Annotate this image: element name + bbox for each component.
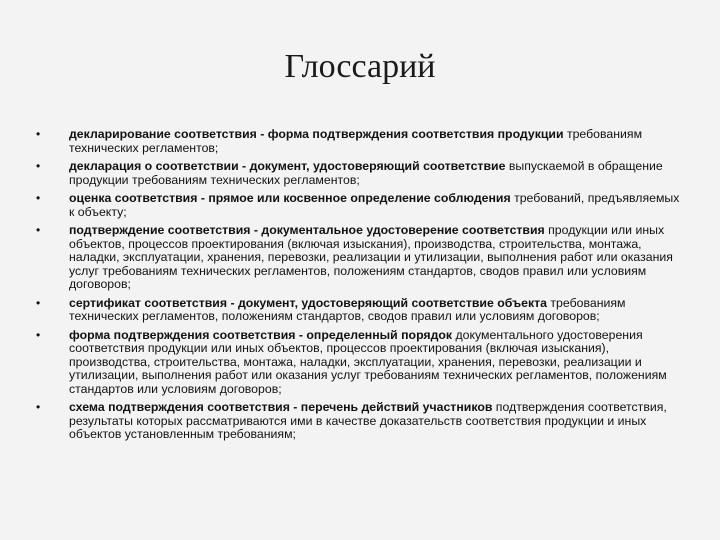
bullet-icon: • xyxy=(36,127,41,141)
glossary-item xyxy=(36,160,680,187)
glossary-definition: продукции или иных объектов, процессов проектирования (включая изыскания), производства, строительства, монтажа, наладки, эксплуатации, хранения, перевозки, реализации и утилизации, выполнения работ или оказания услуг требованиям технических регламентов, положениям стандартов, сводов правил или условиям договоров; xyxy=(69,223,673,291)
glossary-definition: подтверждения соответствия, результаты которых рассматриваются ими в качестве доказательств соответствия продукции и иных объектов установленным требованиям; xyxy=(69,400,667,441)
glossary-item xyxy=(36,401,680,442)
glossary-item xyxy=(36,297,680,324)
glossary-term: декларирование соответствия - форма подтверждения соответствия продукции xyxy=(69,127,564,141)
glossary-definition: документального удостоверения соответствия продукции или иных объектов, процессов проектирования (включая изыскания), производства, строительства, монтажа, наладки, эксплуатации, хранения, перевозки, реализации и утилизации, выполнения работ или оказания услуг требованиям технических регламентов, положениям стандартов или условиям договоров; xyxy=(69,327,667,396)
glossary-item xyxy=(36,329,680,397)
glossary-term: подтверждение соответствия - документальное удостоверение соответствия xyxy=(69,223,545,237)
bullet-icon: • xyxy=(36,327,41,342)
glossary-term: декларация о соответствии - документ, удостоверяющий соответствие xyxy=(69,159,506,173)
glossary-item xyxy=(36,128,680,155)
glossary-list xyxy=(36,128,680,447)
glossary-term: оценка соответствия - прямое или косвенное определение соблюдения xyxy=(69,191,511,205)
glossary-definition: требований, предъявляемых к объекту; xyxy=(69,191,680,219)
glossary-term: форма подтверждения соответствия - определенный порядок xyxy=(69,327,453,342)
bullet-icon: • xyxy=(36,191,41,205)
bullet-icon: • xyxy=(36,295,41,310)
glossary-term: схема подтверждения соответствия - перечень действий участников xyxy=(69,400,493,414)
glossary-definition: выпускаемой в обращение продукции требованиям технических регламентов; xyxy=(69,159,663,187)
bullet-icon: • xyxy=(36,223,41,237)
glossary-item xyxy=(36,192,680,219)
bullet-icon: • xyxy=(36,159,41,173)
glossary-item xyxy=(36,224,680,292)
slide-title: Глоссарий xyxy=(284,48,436,85)
glossary-definition: требованиям технических регламентов, положениям стандартов, сводов правил или условиям договоров; xyxy=(69,295,626,323)
glossary-definition: требованиям технических регламентов; xyxy=(69,127,643,155)
glossary-term: сертификат соответствия - документ, удостоверяющий соответствие объекта xyxy=(69,295,547,310)
bullet-icon: • xyxy=(36,400,41,414)
